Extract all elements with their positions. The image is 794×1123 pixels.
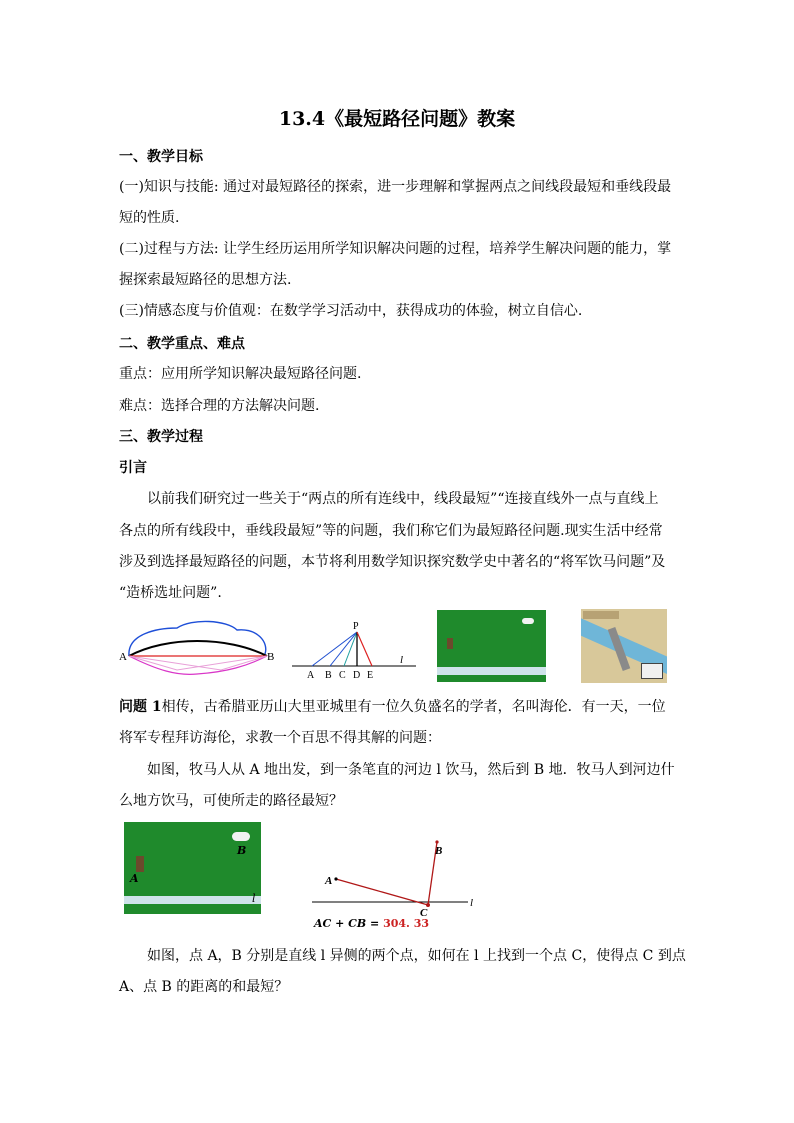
- final-question-line-1: 如图，点 A，B 分别是直线 l 异侧的两个点，如何在 l 上找到一个点 C，使得点 C 到点: [147, 948, 686, 964]
- objective-2-line-1: (二)过程与方法: 让学生经历运用所学知识解决问题的过程，培养学生解决问题的能力，掌: [119, 241, 672, 257]
- section-heading-objectives: 一、教学目标: [119, 149, 203, 165]
- picture-label-a: A: [130, 872, 139, 885]
- problem-1-line-4: 么地方饮马，可使所走的路径最短？: [119, 793, 343, 809]
- curves-figure: [117, 614, 279, 686]
- problem-1-line-2: 将军专程拜访海伦，求教一个百思不得其解的问题：: [119, 730, 441, 746]
- difficult-point: 难点：选择合理的方法解决问题.: [119, 398, 320, 414]
- line-label-l: l: [400, 654, 404, 666]
- picture-label-b: B: [237, 844, 247, 857]
- field-picture-large: [124, 822, 261, 914]
- section-heading-focus: 二、教学重点、难点: [119, 336, 245, 352]
- distance-measurement: AC + CB = 304. 33: [314, 917, 430, 930]
- key-point: 重点：应用所学知识解决最短路径问题.: [119, 366, 362, 382]
- point-label-b: B: [267, 651, 275, 663]
- perpendicular-figure: [290, 618, 420, 682]
- objective-1-line-2: 短的性质.: [119, 210, 180, 226]
- horse-icon: [447, 638, 453, 649]
- point-label-p: P: [353, 621, 359, 632]
- point-label-c: C: [339, 670, 346, 681]
- page-title: 13.4《最短路径问题》教案: [278, 108, 516, 130]
- section-heading-process: 三、教学过程: [119, 429, 203, 445]
- point-label-a: A: [325, 875, 333, 887]
- point-label-c: C: [420, 907, 428, 919]
- final-question-line-2: A、点 B 的距离的和最短？: [119, 979, 289, 995]
- tent-icon: [232, 832, 250, 841]
- intro-line-3: 涉及到选择最短路径的问题，本节将利用数学知识探究数学史中著名的“将军饮马问题”及: [119, 554, 666, 570]
- field-picture-small: [437, 610, 546, 682]
- point-label-a: A: [119, 651, 127, 663]
- problem-1-line-3: 如图，牧马人从 A 地出发，到一条笔直的河边 l 饮马，然后到 B 地．牧马人到河边什: [147, 762, 675, 778]
- point-label-b: B: [325, 670, 332, 681]
- objective-3: (三)情感态度与价值观：在数学学习活动中，获得成功的体验，树立自信心.: [119, 303, 583, 319]
- point-label-d: D: [353, 670, 361, 681]
- point-label-a: A: [307, 670, 315, 681]
- intro-line-4: “造桥选址问题”.: [119, 585, 222, 601]
- building-icon: [641, 663, 663, 679]
- river-map-picture: [581, 609, 667, 683]
- intro-line-2: 各点的所有线段中，垂线段最短”等的问题，我们称它们为最短路径问题.现实生活中经常: [119, 523, 663, 539]
- intro-line-1: 以前我们研究过一些关于“两点的所有连线中，线段最短”“连接直线外一点与直线上: [147, 491, 659, 507]
- point-label-e: E: [367, 670, 374, 681]
- objective-2-line-2: 握探索最短路径的思想方法.: [119, 272, 292, 288]
- tent-icon: [522, 618, 534, 624]
- point-label-b: B: [435, 845, 443, 857]
- intro-label: 引言: [119, 460, 147, 476]
- picture-label-l: l: [252, 892, 256, 905]
- horse-icon: [136, 856, 144, 872]
- line-label-l: l: [470, 897, 474, 909]
- objective-1-line-1: (一)知识与技能: 通过对最短路径的探索，进一步理解和掌握两点之间线段最短和垂线段最: [119, 179, 672, 195]
- problem-1-line-1: 问题 1相传，古希腊亚历山大里亚城里有一位久负盛名的学者，名叫海伦．有一天，一位: [119, 699, 666, 715]
